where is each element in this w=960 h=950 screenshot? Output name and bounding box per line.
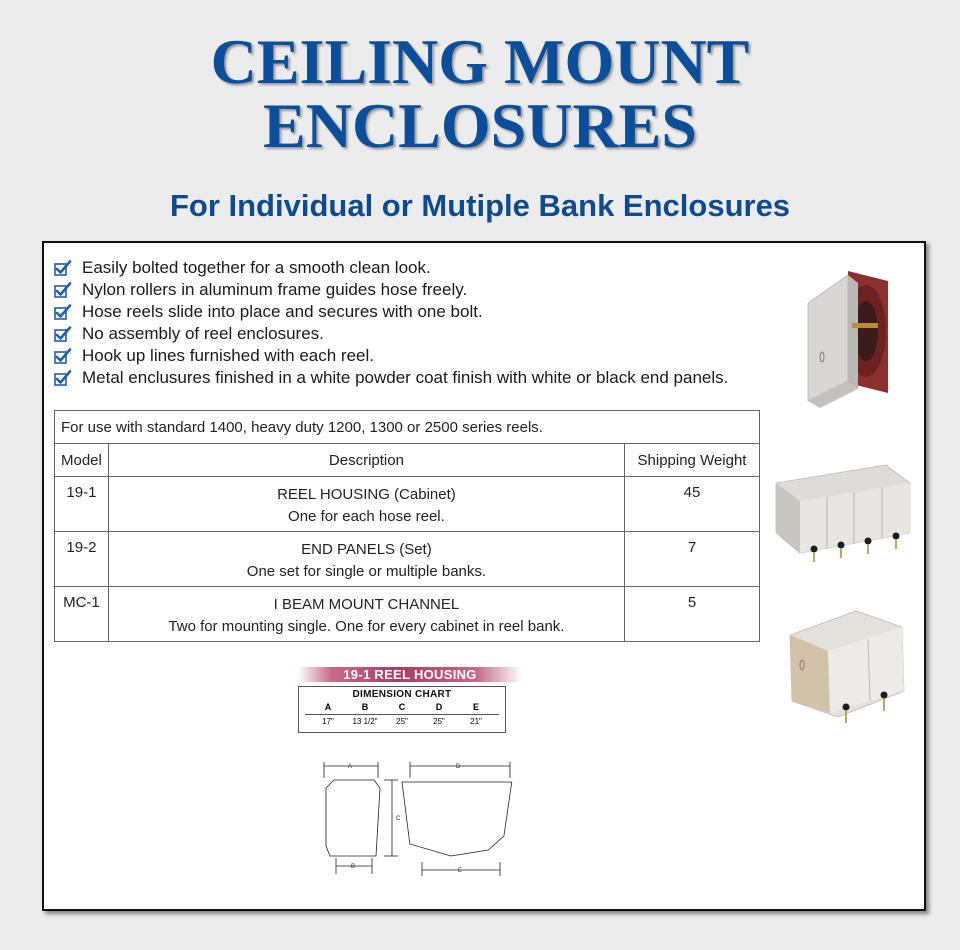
dimension-chart bbox=[298, 667, 522, 733]
feature-item bbox=[54, 345, 728, 367]
model-cell: 19-2 bbox=[55, 532, 109, 587]
feature-item bbox=[54, 323, 728, 345]
dimension-value: 13 1/2" bbox=[352, 717, 378, 726]
column-header-weight: Shipping Weight bbox=[625, 444, 760, 477]
description-cell bbox=[108, 477, 624, 532]
checkbox-checked-icon bbox=[54, 282, 72, 298]
checkbox-checked-icon bbox=[54, 370, 72, 386]
dimension-chart-title: DIMENSION CHART bbox=[352, 689, 452, 700]
product-table bbox=[54, 410, 760, 642]
page-title bbox=[0, 26, 960, 161]
checkbox-checked-icon bbox=[54, 348, 72, 364]
dim-label-d: D bbox=[456, 764, 461, 770]
content-panel bbox=[42, 241, 926, 911]
double-bank-photo bbox=[784, 605, 914, 730]
front-view-outline bbox=[402, 782, 512, 856]
feature-text: Easily bolted together for a smooth clean look. bbox=[82, 258, 431, 277]
description-title: END PANELS (Set) bbox=[301, 541, 432, 558]
description-cell bbox=[108, 587, 624, 642]
checkbox-checked-icon bbox=[54, 326, 72, 342]
feature-item bbox=[54, 301, 728, 323]
table-row bbox=[55, 587, 760, 642]
feature-text: Hose reels slide into place and secures with one bolt. bbox=[82, 302, 483, 321]
dimension-value: 25" bbox=[396, 717, 408, 726]
description-detail: One for each hose reel. bbox=[288, 508, 445, 525]
dim-label-c: C bbox=[396, 816, 401, 822]
page-subtitle: For Individual or Mutiple Bank Enclosures bbox=[169, 188, 791, 223]
description-detail: Two for mounting single. One for every cabinet in reel bank. bbox=[168, 618, 565, 635]
table-header-row bbox=[55, 444, 760, 477]
multiple-bank-photo bbox=[770, 461, 914, 566]
checkbox-checked-icon bbox=[54, 260, 72, 276]
weight-cell: 5 bbox=[625, 587, 760, 642]
dimension-value: 21" bbox=[470, 717, 482, 726]
model-cell: MC-1 bbox=[55, 587, 109, 642]
dim-label-b: B bbox=[351, 864, 356, 870]
model-cell: 19-1 bbox=[55, 477, 109, 532]
feature-text: Hook up lines furnished with each reel. bbox=[82, 346, 374, 365]
dim-label-a: A bbox=[348, 764, 353, 770]
feature-item bbox=[54, 257, 728, 279]
dimension-table bbox=[298, 686, 506, 733]
dimension-header: B bbox=[361, 702, 369, 712]
dim-label-e: E bbox=[458, 868, 463, 874]
table-row bbox=[55, 477, 760, 532]
dimension-banner: 19-1 REEL HOUSING bbox=[298, 667, 522, 682]
feature-text: Nylon rollers in aluminum frame guides hose freely. bbox=[82, 280, 468, 299]
table-note-row bbox=[55, 411, 760, 444]
table-note: For use with standard 1400, heavy duty 1200, 1300 or 2500 series reels. bbox=[55, 411, 760, 444]
column-header-model: Model bbox=[55, 444, 109, 477]
dimension-header: D bbox=[435, 702, 443, 712]
page-title-line1: CEILING MOUNT bbox=[210, 26, 750, 97]
dimension-header: A bbox=[324, 702, 332, 712]
dimension-value: 25" bbox=[433, 717, 445, 726]
weight-cell: 45 bbox=[625, 477, 760, 532]
checkbox-checked-icon bbox=[54, 304, 72, 320]
side-view-outline bbox=[326, 780, 380, 856]
feature-text: Metal enclusures finished in a white powder coat finish with white or black end panels. bbox=[82, 368, 729, 387]
description-detail: One set for single or multiple banks. bbox=[246, 563, 487, 580]
table-row bbox=[55, 532, 760, 587]
description-cell bbox=[108, 532, 624, 587]
description-title: REEL HOUSING (Cabinet) bbox=[277, 486, 456, 503]
dimension-drawing bbox=[314, 758, 524, 883]
dimension-value: 17" bbox=[322, 717, 334, 726]
column-header-description: Description bbox=[108, 444, 624, 477]
dimension-header: E bbox=[472, 702, 479, 712]
dimension-header-row bbox=[305, 700, 499, 715]
feature-item bbox=[54, 367, 728, 389]
feature-list bbox=[54, 257, 728, 389]
weight-cell: 7 bbox=[625, 532, 760, 587]
dimension-header: C bbox=[398, 702, 406, 712]
description-title: I BEAM MOUNT CHANNEL bbox=[273, 596, 460, 613]
reel-housing-photo bbox=[800, 263, 890, 408]
feature-text: No assembly of reel enclosures. bbox=[82, 324, 324, 343]
feature-item bbox=[54, 279, 728, 301]
dimension-value-row bbox=[305, 715, 499, 728]
page-title-line2: ENCLOSURES bbox=[263, 90, 697, 161]
